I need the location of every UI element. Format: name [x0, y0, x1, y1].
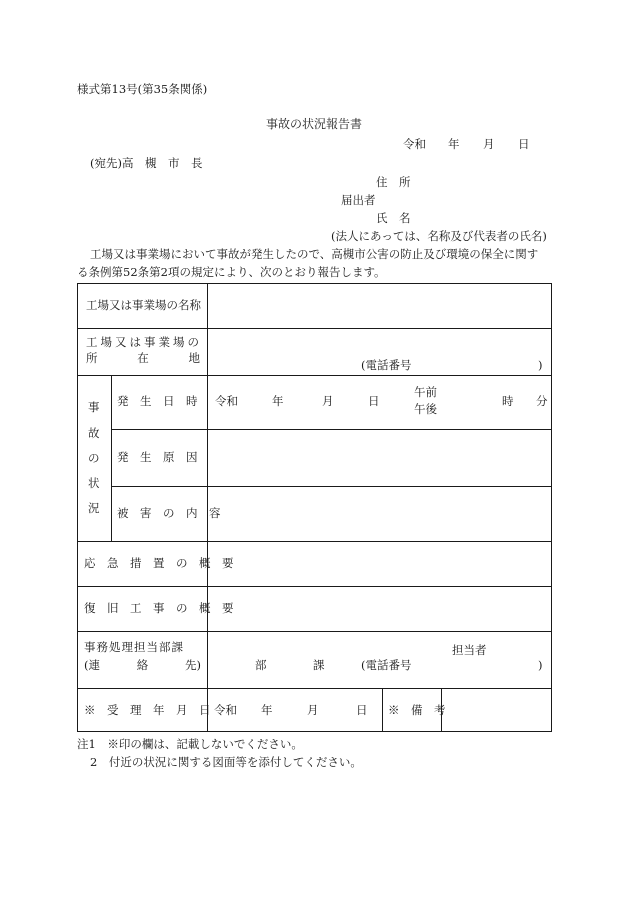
occurrence-cause-field[interactable] [208, 430, 551, 486]
emergency-measures-label: 応 急 措 置 の 概 要 [84, 556, 234, 570]
note-2: 2 付近の状況に関する図面等を添付してください。 [90, 755, 362, 769]
remarks-label: ※ 備 考 [388, 703, 446, 717]
accident-char: の [88, 451, 100, 465]
facility-location-field[interactable] [208, 329, 551, 357]
accident-char: 況 [88, 501, 100, 515]
emergency-measures-field[interactable] [208, 542, 551, 586]
occurrence-datetime-label: 発 生 日 時 [117, 394, 198, 408]
received-era: 令和 [214, 703, 237, 717]
form-number: 様式第13号(第35条関係) [77, 82, 208, 96]
body-line-1: 工場又は事業場において事故が発生したので、高槻市公害の防止及び環境の保全に関す [90, 247, 539, 261]
accident-char: 状 [88, 476, 100, 490]
note-1: 注1 ※印の欄は、記載しないでください。 [77, 737, 303, 751]
restoration-works-label: 復 旧 工 事 の 概 要 [84, 601, 234, 615]
address-label: 住 所 [376, 175, 411, 189]
occurrence-minute: 分 [536, 394, 548, 408]
date-era: 令和 [403, 137, 426, 151]
body-line-2: る条例第52条第2項の規定により、次のとおり報告します。 [77, 265, 386, 279]
addressee [90, 158, 202, 170]
received-date-label: ※ 受 理 年 月 日 [84, 703, 211, 717]
occurrence-hour: 時 [502, 394, 514, 408]
occurrence-year: 年 [272, 394, 284, 408]
contact-phone-label: (電話番号 [361, 658, 412, 672]
dept-bu-label: 部 [255, 658, 267, 672]
report-form-table [77, 283, 552, 732]
remarks-field[interactable] [442, 689, 551, 731]
am-label: 午前 [414, 385, 437, 399]
received-day: 日 [356, 703, 368, 717]
accident-char: 故 [88, 426, 100, 440]
addressee-name: 高 槻 市 長 [121, 156, 203, 170]
date-month: 月 [483, 137, 495, 151]
occurrence-month: 月 [322, 394, 334, 408]
damage-details-field[interactable] [208, 487, 551, 541]
facility-name-field[interactable] [208, 284, 551, 328]
department-label: 事務処理担当部課 [84, 640, 184, 654]
received-month: 月 [307, 703, 319, 717]
date-day: 日 [518, 137, 530, 151]
restoration-works-field[interactable] [208, 587, 551, 631]
occurrence-day: 日 [368, 394, 380, 408]
contact-phone-close: ) [538, 658, 543, 672]
reporter-label: 届出者 [341, 193, 376, 207]
occurrence-cause-label: 発 生 原 因 [117, 450, 198, 464]
corporate-note: (法人にあっては、名称及び代表者の氏名) [331, 229, 547, 243]
document-title: 事故の状況報告書 [266, 117, 363, 131]
dept-ka-label: 課 [313, 658, 325, 672]
addressee-prefix: (宛先) [90, 156, 122, 170]
damage-details-label: 被 害 の 内 容 [117, 506, 221, 520]
person-in-charge-label: 担当者 [452, 643, 487, 657]
location-phone-close: ) [538, 358, 543, 372]
contact-label: (連 絡 先) [84, 658, 201, 672]
name-label: 氏 名 [376, 211, 411, 225]
date-year: 年 [448, 137, 460, 151]
occurrence-era: 令和 [215, 394, 238, 408]
received-year: 年 [261, 703, 273, 717]
facility-name-label: 工場又は事業場の名称 [86, 298, 201, 312]
pm-label: 午後 [414, 402, 437, 416]
facility-location-label-line2: 所 在 地 [86, 351, 200, 365]
accident-char: 事 [88, 400, 100, 414]
facility-location-label-line1: 工場又は事業場の [86, 335, 202, 349]
location-phone-label: (電話番号 [361, 358, 412, 372]
